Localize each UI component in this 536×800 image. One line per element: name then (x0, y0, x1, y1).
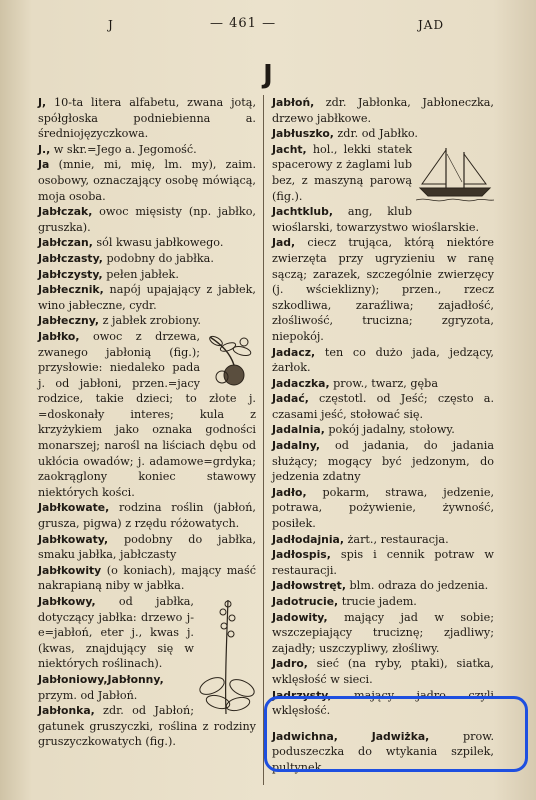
dictionary-entry: Jabłkowate, rodzina roślin (jabłoń, grusza, pigwa) z rzędu różowatych. (38, 501, 256, 531)
dictionary-entry: Jadłospis, spis i cennik potraw w restauracji. (272, 548, 494, 577)
dictionary-entry: Jadać, częstotl. od Jeść; często a. czasami jeść, stołować się. (272, 392, 494, 421)
dictionary-entry: J., w skr.=Jego a. Jegomość. (38, 142, 197, 156)
dictionary-entry: Jadro, sieć (na ryby, ptaki), siatka, wklęsłość w sieci. (272, 657, 494, 686)
dictionary-entry: Jabłeczny, z jabłek zrobiony. (38, 314, 201, 328)
dictionary-entry: Jadalnia, pokój jadalny, stołowy. (272, 423, 455, 437)
dictionary-entry: Jabłczasty, podobny do jabłka. (38, 251, 214, 265)
column-divider (263, 95, 264, 785)
section-letter-heading: J (263, 60, 273, 90)
dictionary-entry: Jadowity, mający jad w sobie; wszczepiający truciznę; zjadliwy; zajadły; uszczypliwy, złośliwy. (272, 610, 494, 655)
dictionary-entry: Jabłoniowy,Jabłonny, przym. od Jabłoń. (38, 672, 164, 702)
dictionary-entry: Jabłczan, sól kwasu jabłkowego. (38, 236, 224, 250)
dictionary-entry: Jacht, hol., lekki statek spacerowy z żaglami lub bez, z maszyną parową (fig.). (272, 142, 494, 204)
dictionary-entry: Jadalny, od jadania, do jadania służący; mogący być jedzonym, do jedzenia zdatny (272, 439, 494, 484)
dictionary-entry: J, 10-ta litera alfabetu, zwana jotą, spółgłoska podniebienna a. średniojęzyczkowa. (38, 96, 256, 141)
dictionary-entry: Jabłkowity (o koniach), mający maść nakrapianą niby w jabłka. (38, 563, 256, 593)
dictionary-entry: Jabłkowy, od jabłka, dotyczący jabłka: drzewo j-e=jabłoń, eter j., kwas j. (kwas, znajdujący się w niektórych roślinach). (38, 594, 256, 672)
apple-branch-illustration (204, 331, 256, 389)
dictionary-entry: Jadło, pokarm, strawa, jedzenie, potrawa, pożywienie, żywność, posiłek. (272, 485, 494, 531)
dictionary-entry: Jad, ciecz trująca, którą niektóre zwierzęta przy ugryzieniu w ranę sączą; zarazek, szczególnie zwierzęcy (j. wścieklizny); przen., rzecz szkodliwa, zaraźliwa; zajadłość, złośliwość, trucizna; zgryzota, niepokój. (272, 236, 494, 343)
dictionary-entry: Jadłodajnia, żart., restauracja. (272, 532, 449, 546)
dictionary-entry: Jadotrucie, trucie jadem. (272, 595, 417, 608)
left-column (38, 95, 256, 750)
yacht-illustration (416, 144, 494, 206)
right-column (272, 95, 494, 776)
dictionary-entry: Jabłecznik, napój upajający z jabłek, wino jabłeczne, cydr. (38, 283, 256, 312)
dictionary-entry: Jabłczysty, pełen jabłek. (38, 267, 179, 281)
page-number: — 461 — (210, 16, 277, 31)
selection-highlight-box (264, 696, 528, 772)
dictionary-entry: Jadrzysty, mający jadro czyli wklęsłość. (272, 688, 494, 718)
header-left-letter: J (108, 18, 113, 32)
dictionary-entry: Jabłczak, owoc mięsisty (np. jabłko, gruszka). (38, 205, 256, 234)
header-right-guideword: JAD (418, 18, 445, 32)
dictionary-entry: Jabłkowaty, podobny do jabłka, smaku jabłka, jabłczasty (38, 532, 256, 562)
dictionary-entry: Jadaczka, prow., twarz, gęba (272, 376, 439, 390)
dictionary-entry: Jabłoń, zdr. Jabłonka, Jabłoneczka, drzewo jabłkowe. (272, 96, 494, 125)
dictionary-entry: Jachtklub, ang, klub wioślarski, towarzystwo wioślarskie. (272, 205, 480, 234)
wintergreen-plant-illustration (198, 596, 256, 716)
dictionary-entry: Jadacz, ten co dużo jada, jedzący, żarłok. (272, 345, 494, 375)
dictionary-entry: Jabłko, owoc z drzewa, zwanego jabłonią (fig.); przysłowie: niedaleko pada j. od jabłoni, przen.=jacy rodzice, takie dzieci; to złote j. =doskonały interes; kula z krzyżykiem jako oznaka godności monarszej; narośl na liściach dębu od ukłócia owadów; j. adamowe=grdyka; zaokrąglony koniec stawowy niektórych kości. (38, 329, 256, 499)
dictionary-entry: Jabłonka, zdr. od Jabłoń; gatunek gruszyczki, roślina z rodziny gruszyczkowatych (fig.). (38, 704, 256, 749)
dictionary-entry: Jadłowstręt, blm. odraza do jedzenia. (272, 579, 489, 593)
highlighted-entry[interactable]: Jadwichna, Jadwiżka, prow. poduszeczka do wtykania szpilek, pultynek. (272, 729, 495, 774)
dictionary-entry: Ja (mnie, mi, mię, lm. my), zaim. osobowy, oznaczający osobę mówiącą, moja osoba. (38, 158, 256, 203)
running-header (0, 14, 536, 36)
dictionary-entry: Jabłuszko, zdr. od Jabłko. (272, 127, 418, 141)
